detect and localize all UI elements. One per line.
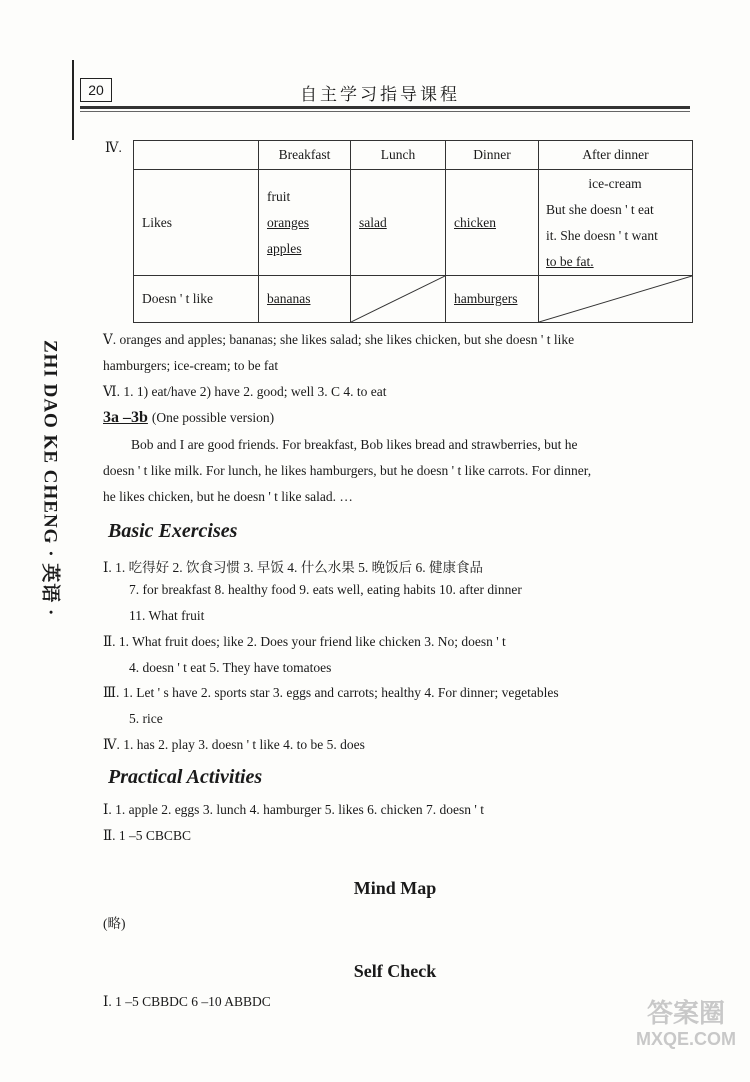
basic-line: 7. for breakfast 8. healthy food 9. eats well, eating habits 10. after dinner xyxy=(129,582,522,597)
self-check-title: Self Check xyxy=(353,961,437,981)
table-cell-dislike-lunch-empty xyxy=(351,276,446,323)
header-rule-thin xyxy=(80,111,690,112)
likes-after-line: it. She doesn ' t want xyxy=(546,227,658,243)
watermark-line2: MXQE.COM xyxy=(635,1029,736,1049)
basic-line: 4. doesn ' t eat 5. They have tomatoes xyxy=(129,660,332,675)
table-cell-likes-breakfast xyxy=(259,170,351,276)
likes-after-line: But she doesn ' t eat xyxy=(546,201,654,217)
diagonal-slash xyxy=(351,276,445,322)
s3ab-para-line1: Bob and I are good friends. For breakfast, Bob likes bread and strawberries, but he xyxy=(131,437,578,452)
section5-line1: Ⅴ. oranges and apples; bananas; she likes salad; she likes chicken, but she doesn ' t like xyxy=(103,332,575,347)
s3ab-label xyxy=(103,409,274,427)
likes-dinner-value: chicken xyxy=(454,214,496,230)
practical-line: Ⅰ. 1. apple 2. eggs 3. lunch 4. hamburger 5. likes 6. chicken 7. doesn ' t xyxy=(103,802,484,817)
watermark-logo xyxy=(636,1000,736,1052)
mind-map-title: Mind Map xyxy=(353,878,437,898)
likes-lunch-value: salad xyxy=(359,214,387,230)
table-cell-likes-dinner xyxy=(446,170,539,276)
side-band-text: ZHI DAO KE CHENG · 英语 · xyxy=(39,340,61,617)
basic-line: 11. What fruit xyxy=(129,608,205,623)
side-band xyxy=(22,340,82,660)
header-title: 自主学习指导课程 xyxy=(300,85,460,105)
section4-label: Ⅳ. xyxy=(105,140,122,155)
likes-breakfast-item: fruit xyxy=(267,188,291,204)
s3ab-para-line2: doesn ' t like milk. For lunch, he likes hamburgers, but he doesn ' t like carrots. For dinner, xyxy=(103,463,592,478)
basic-exercises-title: Basic Exercises xyxy=(108,520,238,542)
self-check-body: Ⅰ. 1 –5 CBBDC 6 –10 ABBDC xyxy=(103,994,271,1009)
table-row-dislike-label: Doesn ' t like xyxy=(134,276,259,323)
table-row-likes-label: Likes xyxy=(134,170,259,276)
basic-line: Ⅰ. 1. 吃得好 2. 饮食习惯 3. 早饭 4. 什么水果 5. 晚饭后 6. 健康食品 xyxy=(103,560,483,575)
s3ab-label-text: 3a –3b xyxy=(103,409,148,426)
dislike-dinner-value: hamburgers xyxy=(454,291,518,306)
watermark-line1: 答案圈 xyxy=(646,998,725,1028)
dislike-breakfast-value: bananas xyxy=(267,291,311,306)
table-cell-dislike-breakfast xyxy=(259,276,351,323)
table-corner-cell xyxy=(134,141,259,170)
basic-line: 5. rice xyxy=(129,711,163,726)
likes-breakfast-item: apples xyxy=(267,240,302,256)
table-header-after-dinner: After dinner xyxy=(539,141,693,170)
answer-table xyxy=(133,140,693,323)
margin-rule xyxy=(72,60,74,140)
basic-line: Ⅳ. 1. has 2. play 3. doesn ' t like 4. to be 5. does xyxy=(103,737,365,752)
mind-map-body: (略) xyxy=(103,916,126,931)
practical-line: Ⅱ. 1 –5 CBCBC xyxy=(103,828,191,843)
header-rule xyxy=(80,106,690,109)
basic-line: Ⅲ. 1. Let ' s have 2. sports star 3. eggs and carrots; healthy 4. For dinner; vegetables xyxy=(103,685,559,700)
table-cell-likes-lunch xyxy=(351,170,446,276)
table-cell-dislike-after-empty xyxy=(539,276,693,323)
section5-line2: hamburgers; ice-cream; to be fat xyxy=(103,358,279,373)
table-cell-likes-after xyxy=(539,170,693,276)
practical-activities-title: Practical Activities xyxy=(108,766,263,788)
likes-breakfast-item: oranges xyxy=(267,214,309,230)
likes-after-line: ice-cream xyxy=(588,175,642,191)
table-header-breakfast: Breakfast xyxy=(259,141,351,170)
section6-line: Ⅵ. 1. 1) eat/have 2) have 2. good; well 3. C 4. to eat xyxy=(103,384,387,399)
table-header-dinner: Dinner xyxy=(446,141,539,170)
table-cell-dislike-dinner xyxy=(446,276,539,323)
basic-line: Ⅱ. 1. What fruit does; like 2. Does your friend like chicken 3. No; doesn ' t xyxy=(103,634,506,649)
s3ab-para-line3: he likes chicken, but he doesn ' t like salad. … xyxy=(103,489,353,504)
page-number: 20 xyxy=(80,78,112,102)
s3ab-note: (One possible version) xyxy=(151,410,275,425)
table-header-lunch: Lunch xyxy=(351,141,446,170)
likes-after-line: to be fat. xyxy=(546,253,594,269)
diagonal-slash xyxy=(539,276,692,322)
